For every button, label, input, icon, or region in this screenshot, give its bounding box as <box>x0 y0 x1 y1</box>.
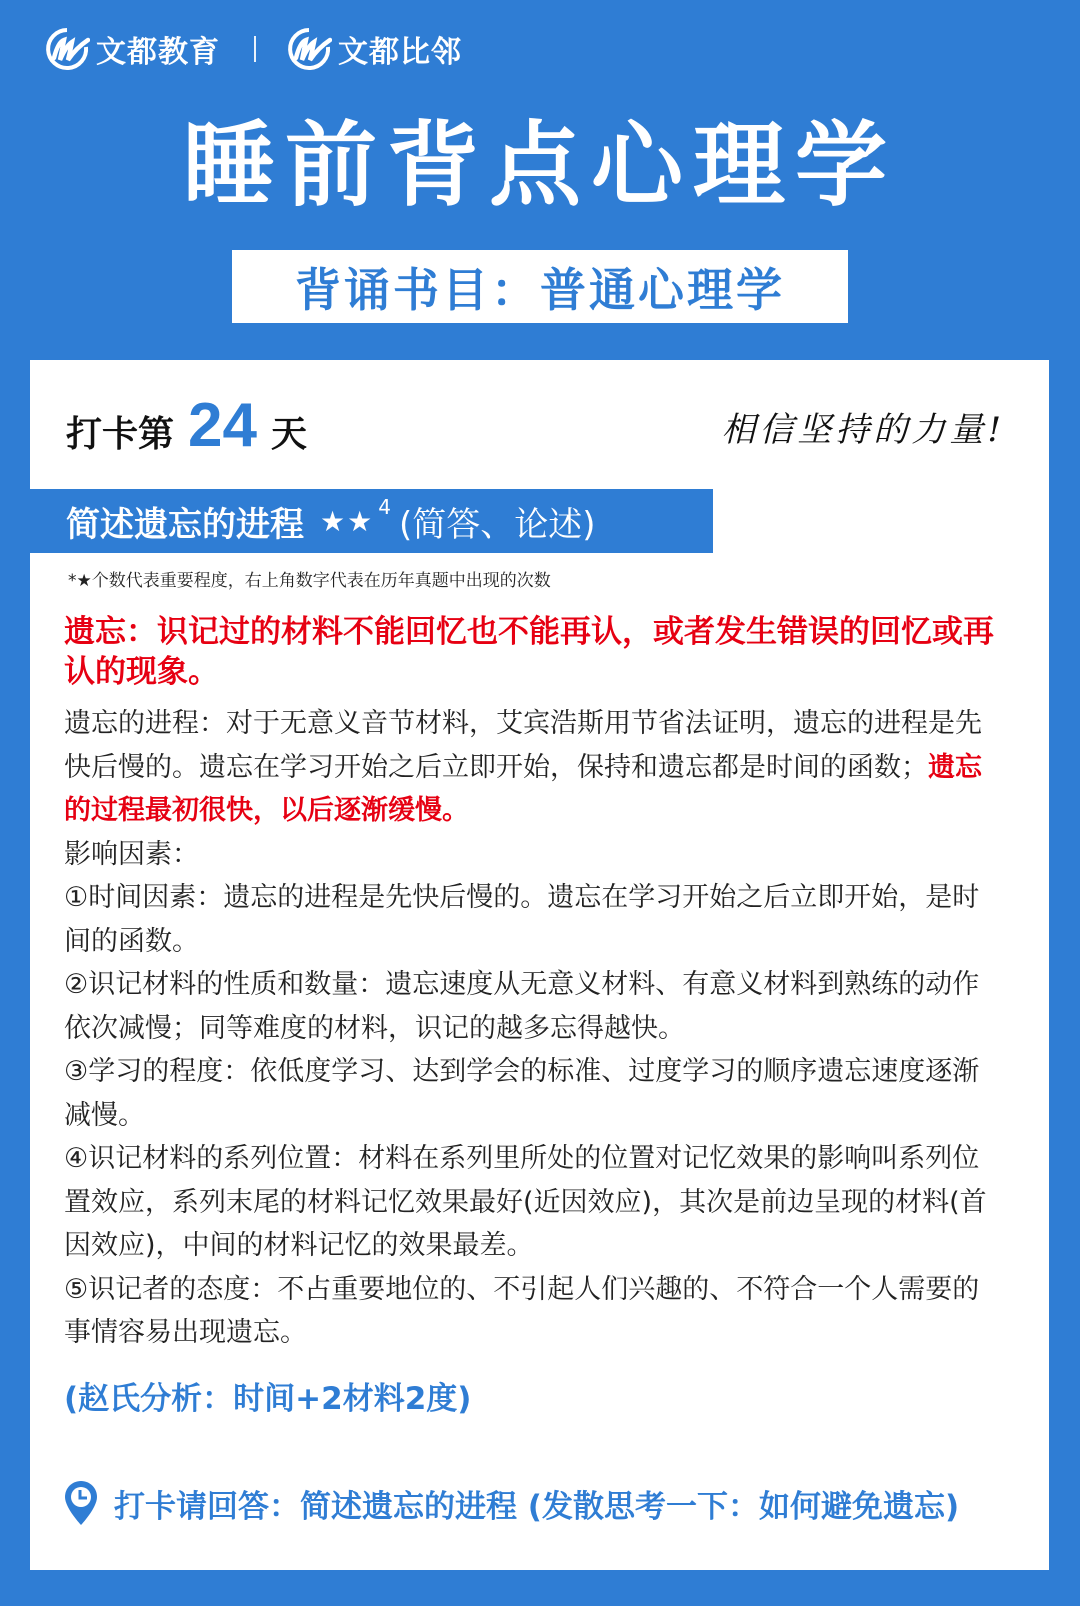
checkin-day-number: 24 <box>188 391 257 460</box>
process-text: 遗忘的进程：对于无意义音节材料，艾宾浩斯用节省法证明，遗忘的进程是先快后慢的。遗忘在学习开始之后立即开始，保持和遗忘都是时间的函数； <box>64 708 982 783</box>
checkin-prefix: 打卡第 <box>66 414 175 455</box>
checkin-suffix: 天 <box>270 414 307 455</box>
content-body <box>64 612 994 1418</box>
logo-wendu-education <box>44 26 220 72</box>
definition: 遗忘：识记过的材料不能回忆也不能再认，或者发生错误的回忆或再认的现象。 <box>64 614 994 690</box>
process-highlight: 遗忘的过程最初很快，以后逐渐缓慢。 <box>64 751 982 826</box>
checkin-prompt <box>64 1480 959 1526</box>
checkin-day <box>66 390 307 461</box>
wendu-logo-icon <box>286 26 332 72</box>
prompt-text: 打卡请回答：简述遗忘的进程 (发散思考一下：如何避免遗忘) <box>114 1488 960 1525</box>
clock-pin-icon <box>64 1480 98 1526</box>
factor-item: ④识记材料的系列位置：材料在系列里所处的位置对记忆效果的影响叫系列位置效应，系列末尾的材料记忆效果最好(近因效应)，其次是前边呈现的材料(首因效应)，中间的材料记忆的效果最差。 <box>64 1143 987 1261</box>
exam-count: 4 <box>378 495 391 519</box>
question-type: (简答、论述) <box>398 504 596 545</box>
factors-heading: 影响因素： <box>64 838 199 870</box>
logo-text: 文都比邻 <box>338 35 462 70</box>
logo-bar <box>44 26 462 72</box>
logo-text: 文都教育 <box>96 35 220 70</box>
factor-item: ②识记材料的性质和数量：遗忘速度从无意义材料、有意义材料到熟练的动作依次减慢；同等难度的材料，识记的越多忘得越快。 <box>64 969 980 1044</box>
logo-divider <box>254 36 256 62</box>
subtitle-text: 背诵书目：普通心理学 <box>295 262 785 317</box>
motto: 相信坚持的力量! <box>721 410 1005 450</box>
star-icon: ★★ <box>320 504 375 538</box>
factor-item: ③学习的程度：依低度学习、达到学会的标准、过度学习的顺序遗忘速度逐渐减慢。 <box>64 1056 980 1131</box>
subtitle-box <box>232 250 848 323</box>
factor-item: ⑤识记者的态度：不占重要地位的、不引起人们兴趣的、不符合一个人需要的事情容易出现遗忘。 <box>64 1273 980 1348</box>
topic-banner <box>0 489 713 553</box>
page-title: 睡前背点心理学 <box>182 112 897 219</box>
analysis-summary: (赵氏分析：时间+2材料2度) <box>64 1380 472 1417</box>
wendu-logo-icon <box>44 26 90 72</box>
star-legend-note: *★个数代表重要程度，右上角数字代表在历年真题中出现的次数 <box>68 571 551 591</box>
factor-item: ①时间因素：遗忘的进程是先快后慢的。遗忘在学习开始之后立即开始，是时间的函数。 <box>64 882 980 957</box>
topic-title: 简述遗忘的进程 <box>66 504 304 545</box>
process-paragraph <box>64 702 994 833</box>
logo-wendu-bilin <box>286 26 462 72</box>
